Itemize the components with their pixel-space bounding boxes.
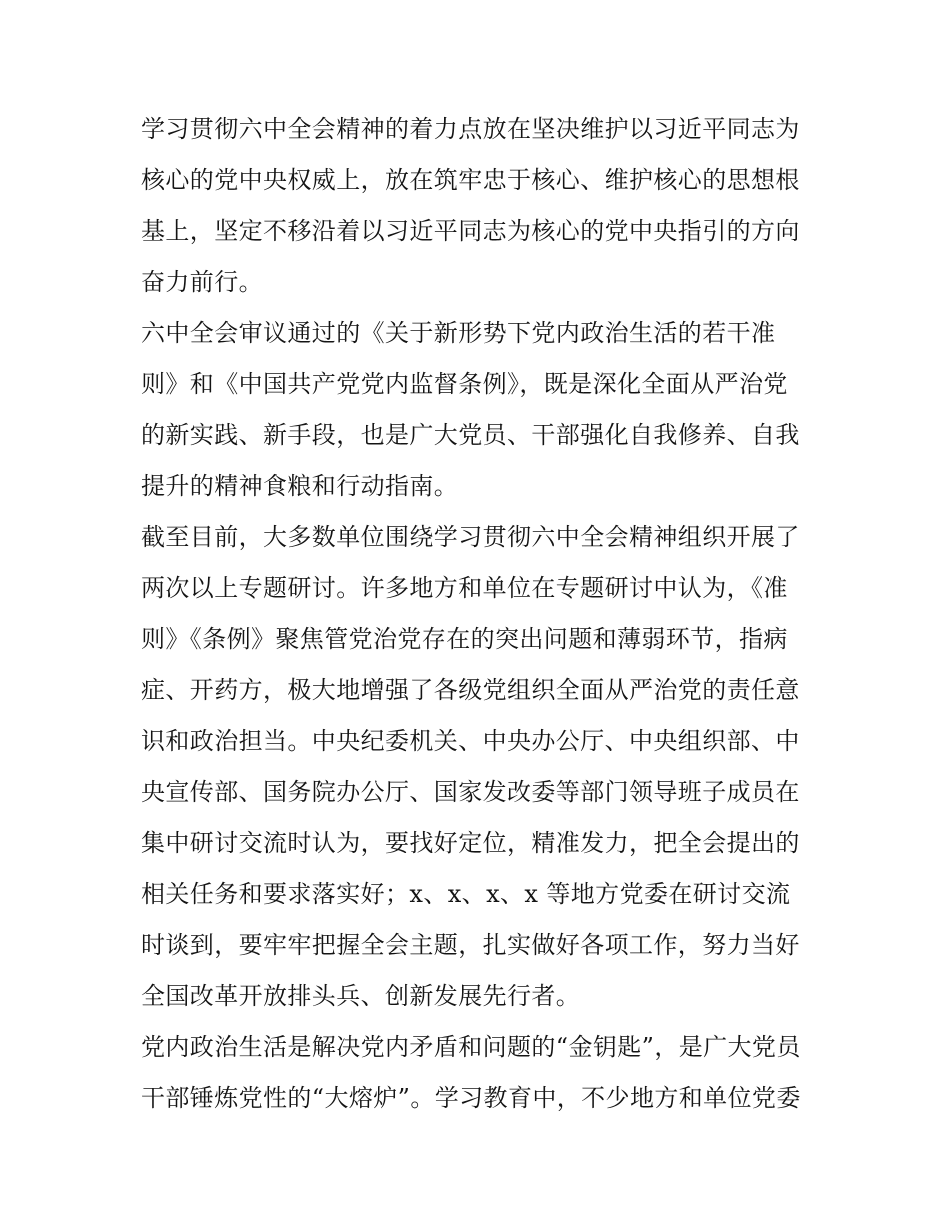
text-line: 的新实践、新手段，也是广大党员、干部强化自我修养、自我: [141, 421, 800, 449]
paragraph-4: [141, 1022, 813, 1124]
text-line: 两次以上专题研讨。许多地方和单位在专题研讨中认为，《准: [141, 574, 788, 602]
text-line: 相关任务和要求落实好；x、x、x、x 等地方党委在研讨交流: [141, 880, 791, 908]
text-line: 识和政治担当。中央纪委机关、中央办公厅、中央组织部、中: [141, 727, 800, 755]
text-line: 干部锤炼党性的“大熔炉”。学习教育中，不少地方和单位党委: [141, 1084, 801, 1112]
text-line: 六中全会审议通过的《关于新形势下党内政治生活的若干准: [141, 319, 776, 347]
text-line: 则》和《中国共产党党内监督条例》，既是深化全面从严治党: [141, 370, 788, 398]
text-line: 核心的党中央权威上，放在筑牢忠于核心、维护核心的思想根: [141, 166, 800, 194]
text-line: 学习贯彻六中全会精神的着力点放在坚决维护以习近平同志为: [141, 115, 800, 143]
text-line: 则》《条例》聚焦管党治党存在的突出问题和薄弱环节，指病: [141, 625, 788, 653]
text-line: 提升的精神食粮和行动指南。: [141, 472, 459, 500]
text-line: 时谈到，要牢牢把握全会主题，扎实做好各项工作，努力当好: [141, 931, 800, 959]
text-line: 集中研讨交流时认为，要找好定位，精准发力，把全会提出的: [141, 829, 800, 857]
text-line: 党内政治生活是解决党内矛盾和问题的“金钥匙”，是广大党员: [141, 1033, 801, 1061]
paragraph-3: [141, 512, 813, 1022]
paragraph-2: [141, 308, 813, 512]
text-line: 基上，坚定不移沿着以习近平同志为核心的党中央指引的方向: [141, 217, 800, 245]
text-line: 截至目前，大多数单位围绕学习贯彻六中全会精神组织开展了: [141, 523, 800, 551]
text-line: 奋力前行。: [141, 268, 263, 296]
paragraph-1: [141, 104, 813, 308]
text-line: 央宣传部、国务院办公厅、国家发改委等部门领导班子成员在: [141, 778, 800, 806]
text-line: 症、开药方，极大地增强了各级党组织全面从严治党的责任意: [141, 676, 800, 704]
document-body: [141, 104, 813, 1124]
text-line: 全国改革开放排头兵、创新发展先行者。: [141, 982, 581, 1010]
